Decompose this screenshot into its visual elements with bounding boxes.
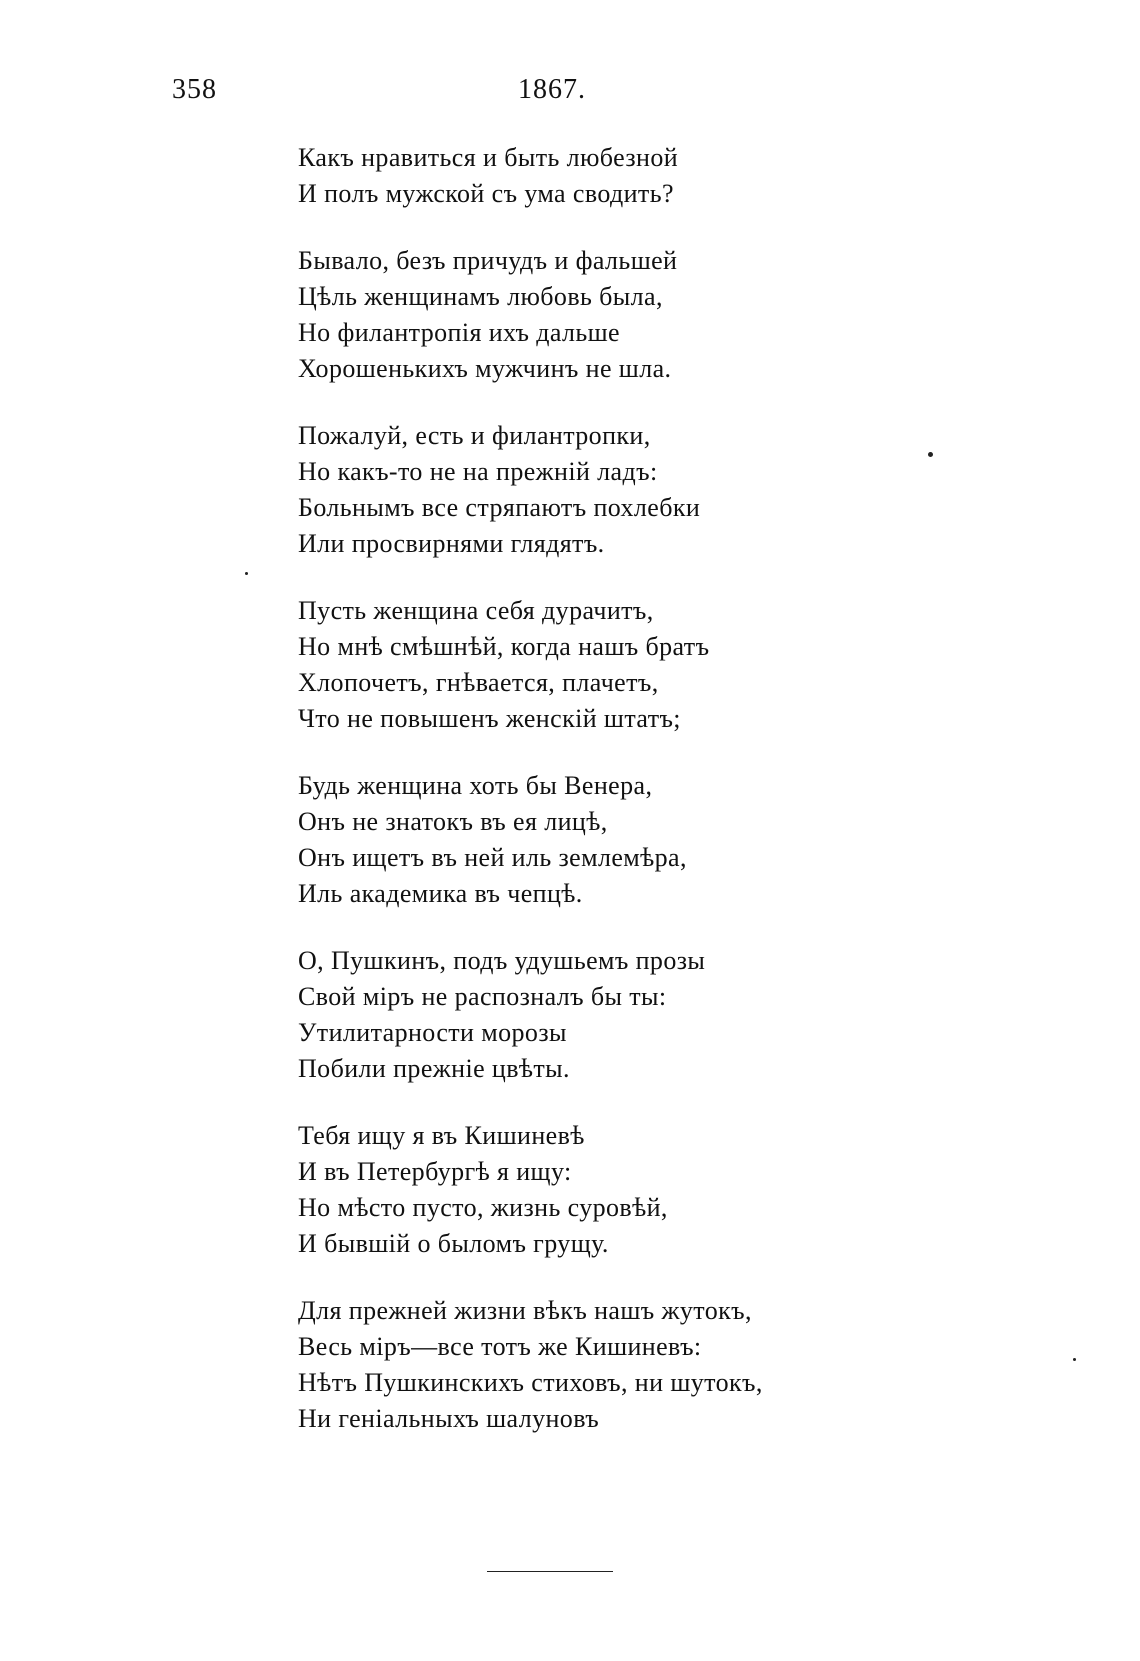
poem-line: Утилитарности морозы — [298, 1018, 567, 1047]
page-number: 358 — [172, 74, 217, 105]
stanza-1 — [298, 140, 1078, 212]
poem-line: Будь женщина хоть бы Венера, — [298, 771, 653, 800]
poem-line: Хлопочетъ, гнѣвается, плачетъ, — [298, 668, 659, 697]
poem-line: Но филантропія ихъ дальше — [298, 318, 620, 347]
poem-line: Какъ нравиться и быть любезной — [298, 143, 679, 172]
poem-line: Хорошенькихъ мужчинъ не шла. — [298, 354, 672, 383]
poem-line: Больнымъ все стряпаютъ похлебки — [298, 493, 701, 522]
poem-line: Или просвирнями глядятъ. — [298, 529, 605, 558]
stanza-5 — [298, 768, 1078, 912]
stanza-4 — [298, 593, 1078, 737]
stanza-8 — [298, 1293, 1078, 1437]
poem-line: Пусть женщина себя дурачитъ, — [298, 596, 654, 625]
stanza-7 — [298, 1118, 1078, 1262]
stanza-2 — [298, 243, 1078, 387]
ink-speck — [928, 452, 933, 457]
poem-line: Тебя ищу я въ Кишиневѣ — [298, 1121, 585, 1150]
poem-line: Цѣль женщинамъ любовь была, — [298, 282, 663, 311]
poem-line: И бывшій о быломъ грущу. — [298, 1229, 609, 1258]
end-rule-divider — [487, 1571, 613, 1572]
running-title: 1867. — [518, 74, 586, 105]
stanza-3 — [298, 418, 1078, 562]
poem-line: Пожалуй, есть и филантропки, — [298, 421, 651, 450]
poem-line: Иль академика въ чепцѣ. — [298, 879, 583, 908]
poem-line: Бывало, безъ причудъ и фальшей — [298, 246, 678, 275]
poem-line: О, Пушкинъ, подъ удушьемъ прозы — [298, 946, 706, 975]
poem-line: Но какъ-то не на прежній ладъ: — [298, 457, 658, 486]
poem-line: Для прежней жизни вѣкъ нашъ жутокъ, — [298, 1296, 752, 1325]
poem-line: Но мнѣ смѣшнѣй, когда нашъ братъ — [298, 632, 710, 661]
poem-line: И полъ мужской съ ума сводить? — [298, 179, 674, 208]
poem-line: Весь міръ—все тотъ же Кишиневъ: — [298, 1332, 702, 1361]
poem-line: Свой міръ не распозналъ бы ты: — [298, 982, 667, 1011]
poem-body — [298, 140, 1078, 1437]
poem-line: Онъ ищетъ въ ней иль землемѣра, — [298, 843, 687, 872]
poem-line: Онъ не знатокъ въ ея лицѣ, — [298, 807, 608, 836]
poem-line: И въ Петербургѣ я ищу: — [298, 1157, 572, 1186]
ink-speck — [245, 572, 248, 575]
poem-line: Но мѣсто пусто, жизнь суровѣй, — [298, 1193, 668, 1222]
poem-line: Ни геніальныхъ шалуновъ — [298, 1404, 600, 1433]
poem-line: Побили прежніе цвѣты. — [298, 1054, 570, 1083]
poem-line: Что не повышенъ женскій штатъ; — [298, 704, 681, 733]
ink-speck — [1073, 1358, 1076, 1361]
stanza-6 — [298, 943, 1078, 1087]
poem-line: Нѣтъ Пушкинскихъ стиховъ, ни шутокъ, — [298, 1368, 763, 1397]
